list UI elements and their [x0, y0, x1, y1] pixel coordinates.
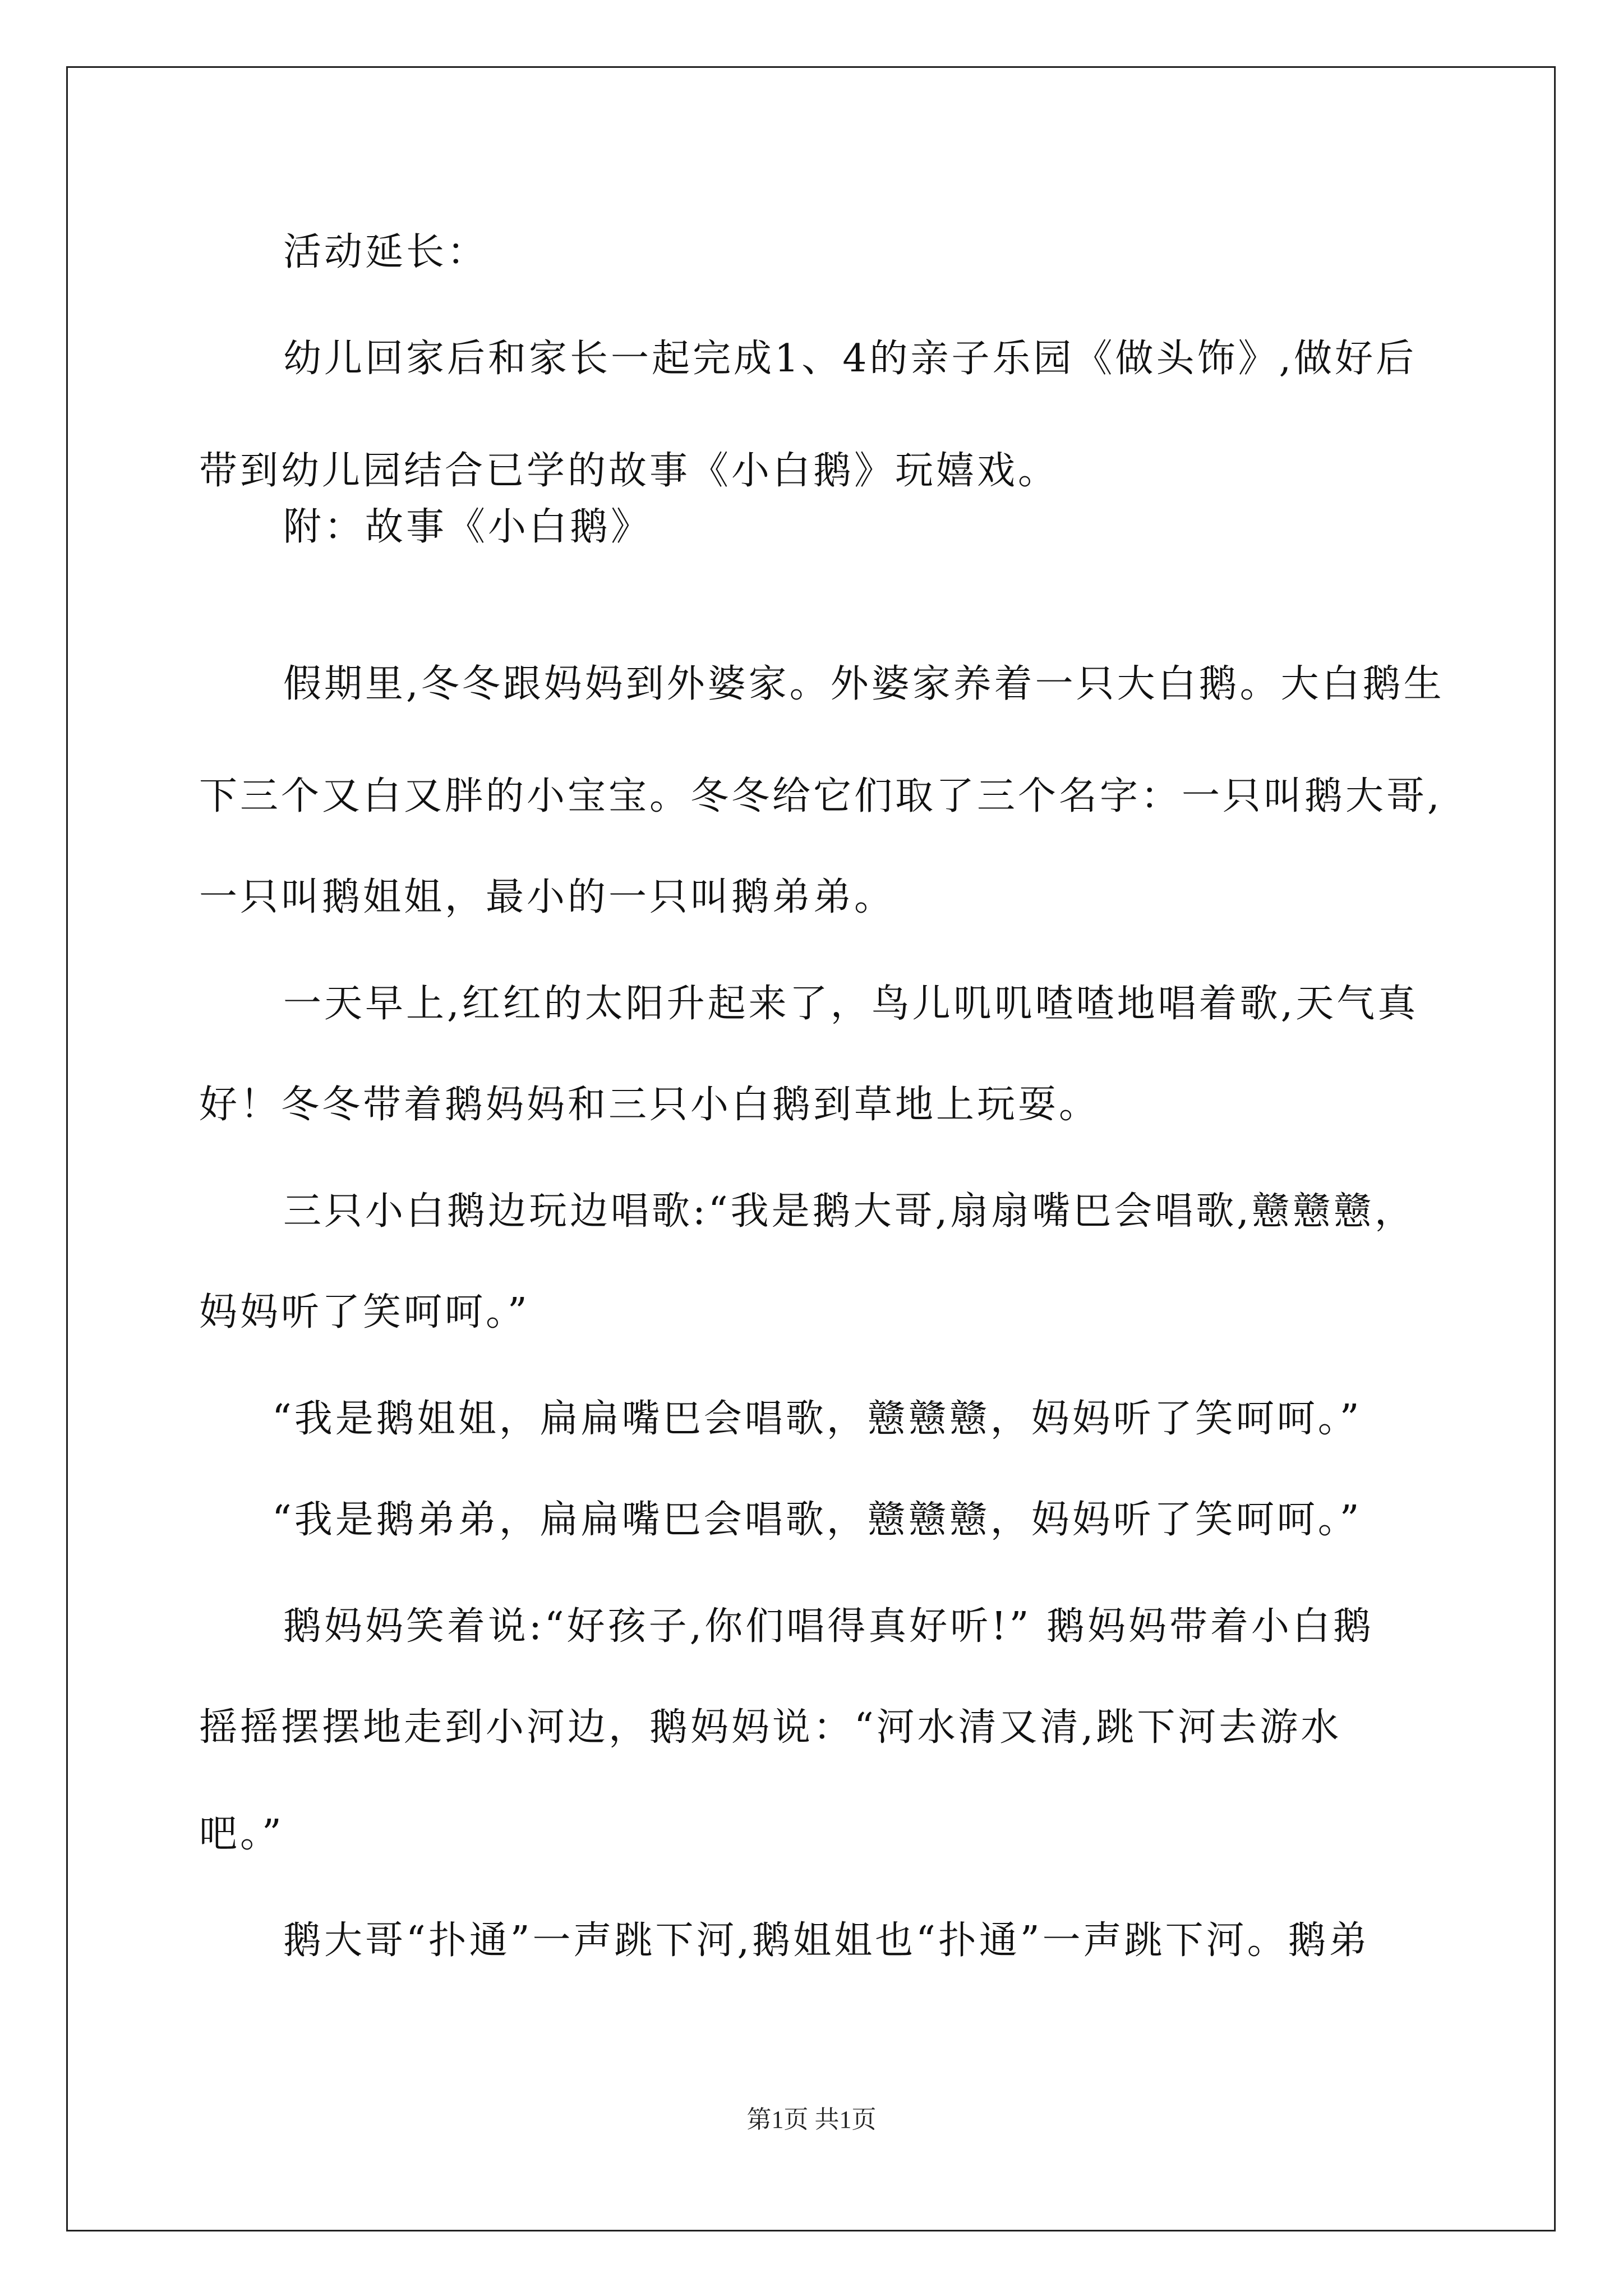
- page-number-footer: 第1页 共1页: [746, 2106, 877, 2133]
- paragraph-line: 鹅大哥“扑通”一声跳下河,鹅姐姐也“扑通”一声跳下河。鹅弟: [283, 1918, 1370, 1963]
- page-border: [66, 66, 1556, 2231]
- paragraph-line: 摇摇摆摆地走到小河边，鹅妈妈说：“河水清又清,跳下河去游水: [199, 1705, 1342, 1750]
- paragraph-line: 吧。”: [199, 1812, 284, 1856]
- paragraph-line: 妈妈听了笑呵呵。”: [199, 1290, 530, 1335]
- paragraph-line: 一天早上,红红的太阳升起来了，鸟儿叽叽喳喳地唱着歌,天气真: [283, 982, 1419, 1026]
- paragraph-line: 活动延长：: [283, 230, 488, 274]
- paragraph-line: 三只小白鹅边玩边唱歌:“我是鹅大哥,扇扇嘴巴会唱歌,戆戆戆，: [283, 1189, 1415, 1234]
- paragraph-line: 鹅妈妈笑着说:“好孩子,你们唱得真好听!” 鹅妈妈带着小白鹅: [283, 1604, 1374, 1649]
- paragraph-line: 下三个又白又胖的小宝宝。冬冬给它们取了三个名字：一只叫鹅大哥,: [199, 774, 1442, 818]
- paragraph-line: “我是鹅弟弟，扁扁嘴巴会唱歌，戆戆戆，妈妈听了笑呵呵。”: [272, 1498, 1362, 1542]
- paragraph-line: 好！冬冬带着鹅妈妈和三只小白鹅到草地上玩耍。: [199, 1083, 1100, 1127]
- paragraph-line: 带到幼儿园结合已学的故事《小白鹅》玩嬉戏。: [199, 449, 1059, 493]
- paragraph-line: 一只叫鹅姐姐，最小的一只叫鹅弟弟。: [199, 875, 896, 919]
- paragraph-line: 幼儿回家后和家长一起完成1、4的亲子乐园《做头饰》,做好后: [283, 337, 1417, 381]
- paragraph-line: 假期里,冬冬跟妈妈到外婆家。外婆家养着一只大白鹅。大白鹅生: [283, 662, 1445, 706]
- paragraph-line: “我是鹅姐姐，扁扁嘴巴会唱歌，戆戆戆，妈妈听了笑呵呵。”: [272, 1397, 1362, 1441]
- paragraph-line: 附：故事《小白鹅》: [283, 505, 652, 549]
